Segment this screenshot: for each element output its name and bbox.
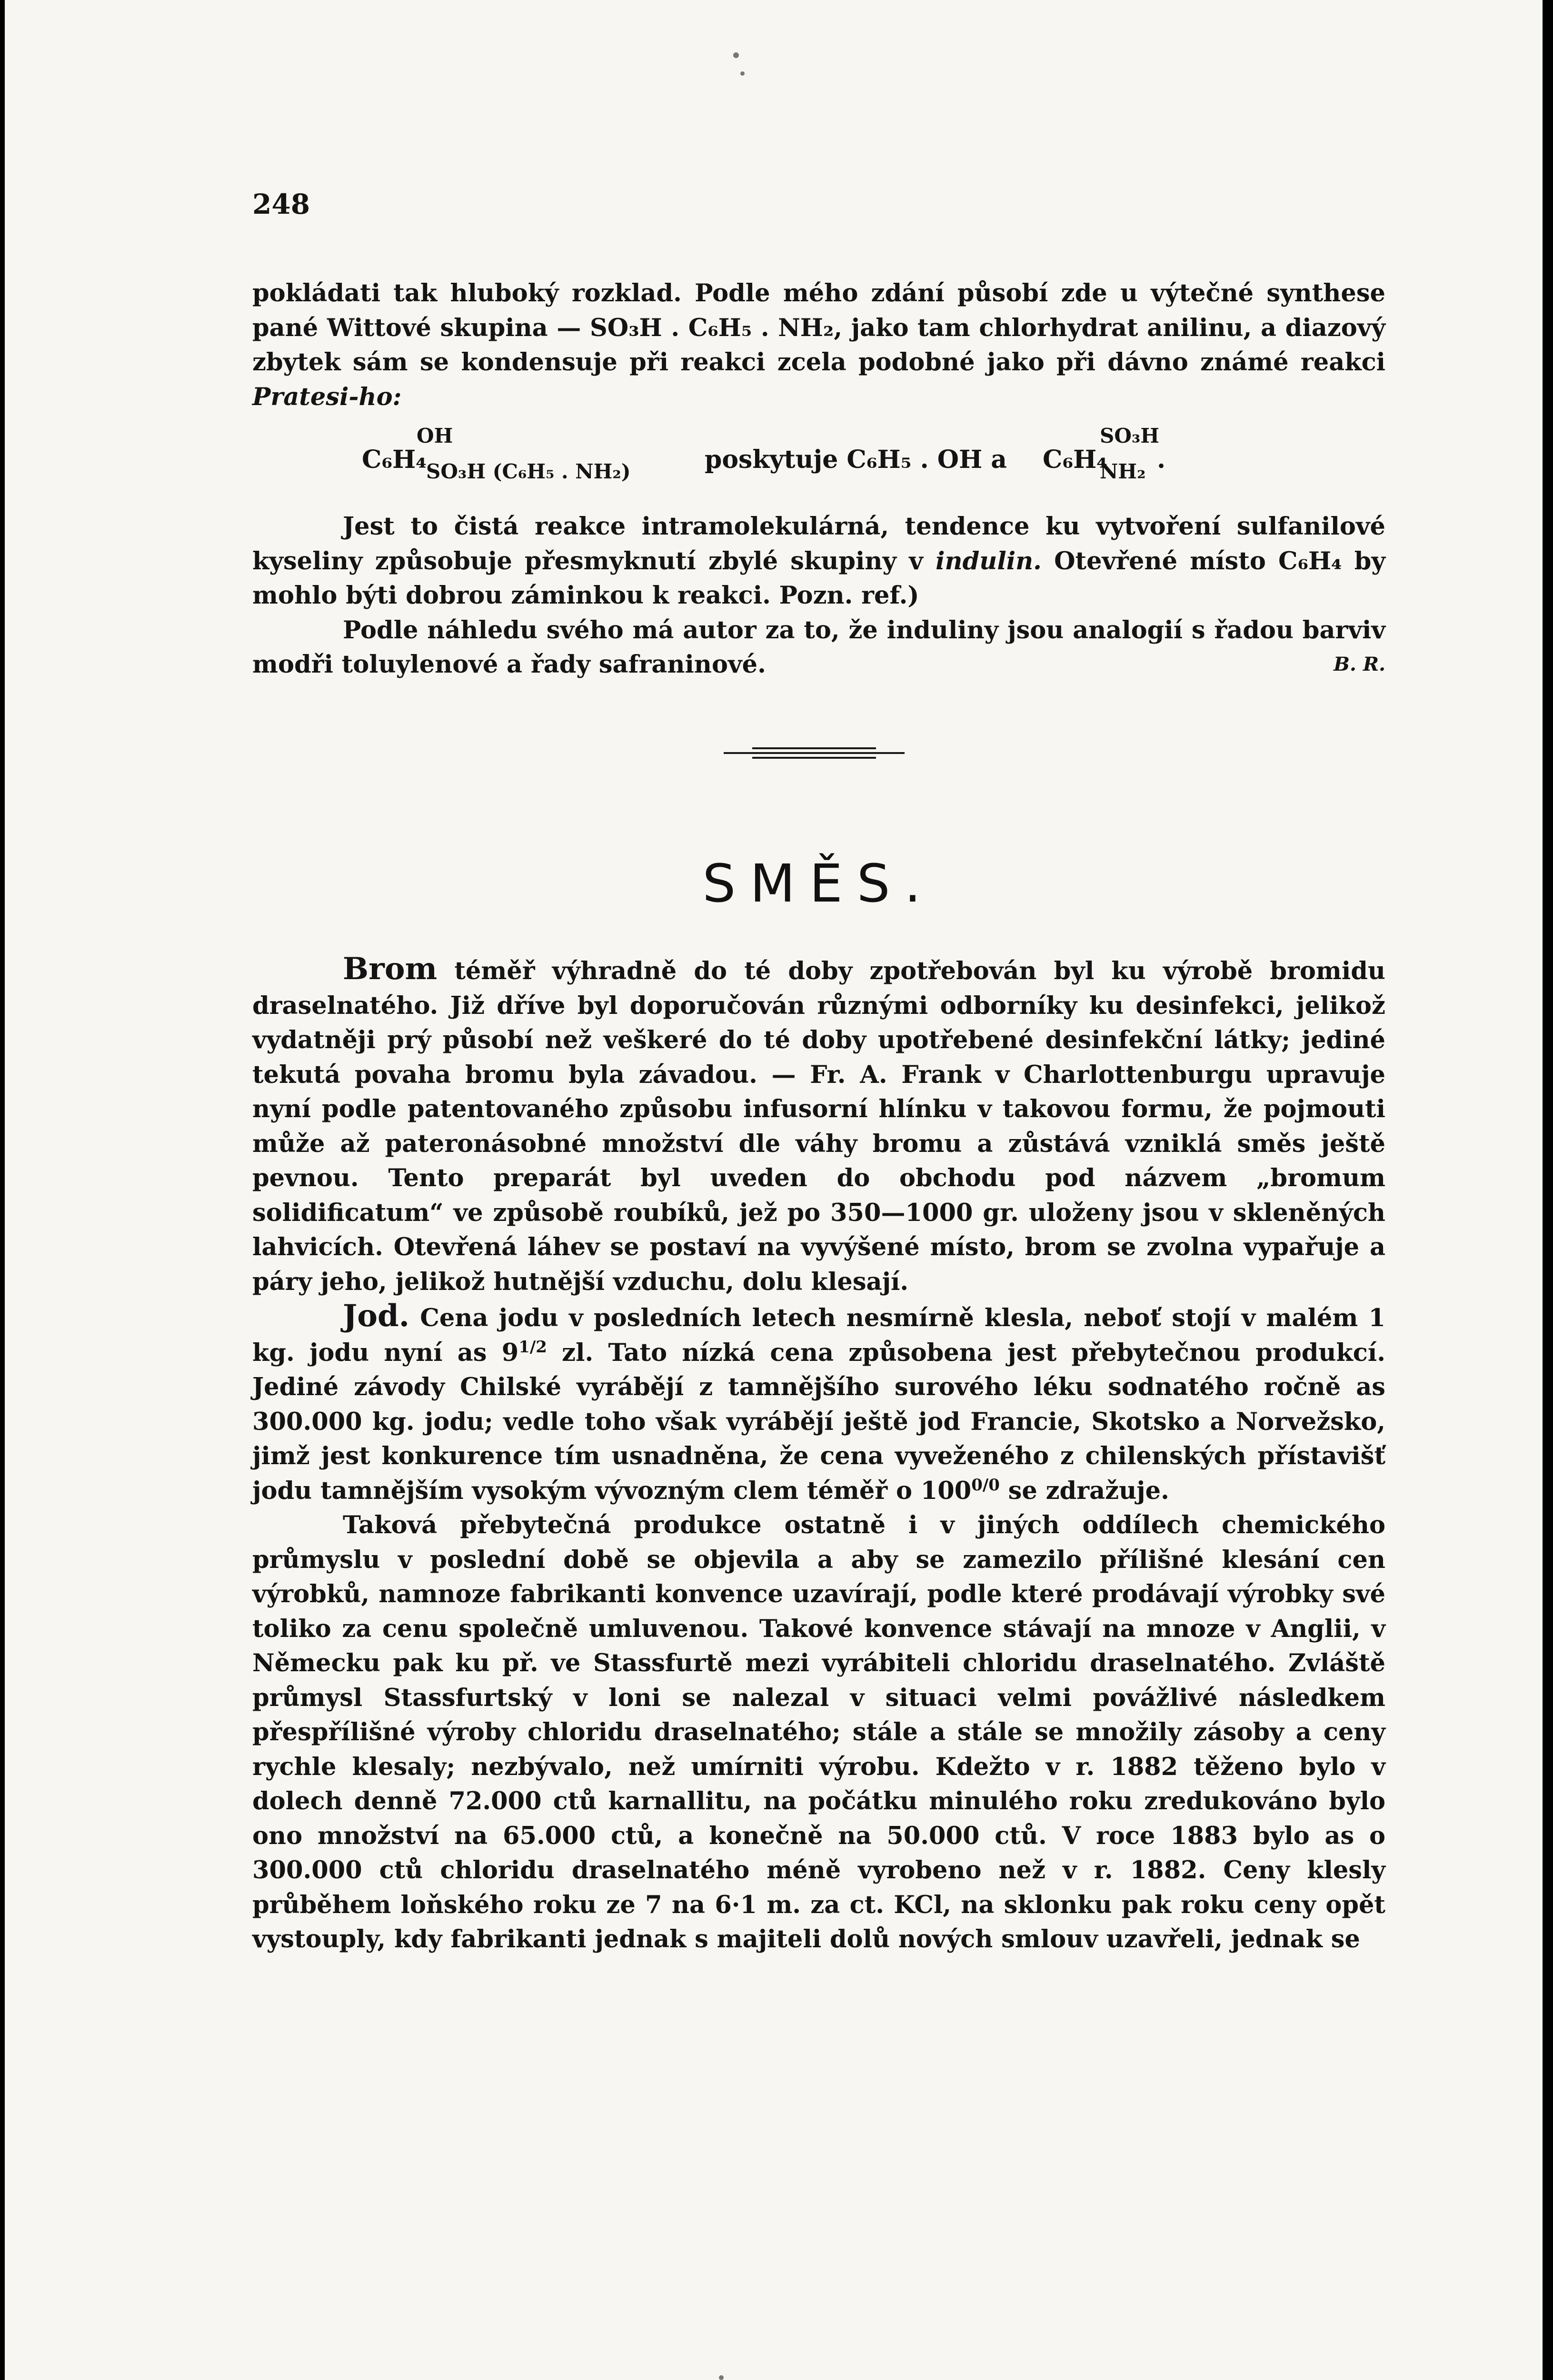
page-number: 248 — [252, 188, 310, 220]
formula-right-top: SO₃H — [1100, 424, 1159, 447]
jod-text-2: zl. Tato nízká cena způsobena jest přebytečnou produkcí. Jediné závody Chilské vyrábějí z tamnějšího surového léku sodnatého ročně as 300.000 kg. jodu; vedle toho však vyrábějí ještě jod Francie, Skotsko a Norvežsko, jimž jest konkurence tím usnadněna, že cena vyveženého z chilenských přístavišť jodu tamnějším vysokým vývozným clem téměř o 100 — [252, 1338, 1385, 1505]
jod-text-1: Cena jodu v posledních letech nesmírně klesla, neboť stojí v malém 1 kg. jodu nyní as 9 — [252, 1304, 1385, 1367]
section-body — [252, 952, 1385, 1957]
formula-left-top: OH — [417, 424, 453, 447]
brom-lead: Brom — [343, 951, 438, 987]
formula-left-bottom: SO₃H (C₆H₅ . NH₂) — [426, 460, 631, 483]
jod-lead: Jod. — [343, 1298, 409, 1334]
intro-text: pokládati tak hluboký rozklad. Podle mého zdání působí zde u výtečné synthese pané Wittové skupina — SO₃H . C₆H₅ . NH₂, jako tam chlorhydrat anilinu, a diazový zbytek sám se kondensuje při reakci zcela podobné jako při dávno známé reakci — [252, 279, 1385, 377]
overproduction-paragraph: Taková přebytečná produkce ostatně i v jiných oddílech chemického průmyslu v poslední době se objevila a aby se zamezilo přílišné klesání cen výrobků, namnoze fabrikanti konvence uzavírají, podle které prodávají výrobky své toliko za cenu společně umluvenou. Takové konvence stávají na mnoze v Anglii, v Německu pak ku př. ve Stassfurtě mezi vyrábiteli chloridu draselnatého. Zvláště průmysl Stassfurtský v loni se nalezal v situaci velmi povážlivé následkem přespřílišné výroby chloridu draselnatého; stále a stále se množily zásoby a ceny rychle klesaly; nezbývalo, než umírniti výrobu. Kdežto v r. 1882 těženo bylo v dolech denně 72.000 ctů karnallitu, na počátku minulého roku zredukováno bylo ono množství na 65.000 ctů, a konečně na 50.000 ctů. V roce 1883 bylo as o 300.000 ctů chloridu draselnatého méně vyrobeno než v r. 1882. Ceny klesly průběhem loňského roku ze 7 na 6·1 m. za ct. KCl, na sklonku pak roku ceny opět vystouply, kdy fabrikanti jednak s majiteli dolů nových smlouv uzavřeli, jednak se — [252, 1511, 1385, 1954]
separator-rule — [752, 747, 876, 749]
document-page — [5, 0, 1543, 2380]
ink-speck — [719, 2375, 724, 2380]
intro-paragraph — [252, 276, 1385, 414]
formula-right-bottom: NH₂ — [1100, 460, 1146, 483]
note-text-1: Jest to čistá reakce intramolekulárná, tendence ku vytvoření sulfanilové kyseliny způsobuje přesmyknutí zbylé skupiny v — [252, 512, 1385, 575]
separator-rule — [752, 757, 876, 759]
note-text-3: Podle náhledu svého má autor za to, že induliny jsou analogií s řadou barviv modři toluylenové a řady safraninové. — [252, 615, 1385, 679]
formula-end: . — [1157, 445, 1166, 474]
brom-text: téměř výhradně do té doby zpotřebován byl ku výrobě bromidu draselnatého. Již dříve byl doporučován různými odborníky ku desinfekci, jelikož vydatněji prý působí než veškeré do té doby upotřebené desinfekční látky; jediné tekutá povaha bromu byla závadou. — Fr. A. Frank v Charlottenburgu upravuje nyní podle patentovaného způsobu infusorní hlínku v takovou formu, že pojmouti může až pateronásobné množství dle váhy bromu a zůstává vzniklá směs ještě pevnou. Tento preparát byl uveden do obchodu pod názvem „bromum solidificatum“ ve způsobě roubíků, jež po 350—1000 gr. uloženy jsou v skleněných lahvicích. Otevřená láhev se postaví na vyvýšené místo, brom se zvolna vypařuje a páry jeho, jelikož hutnější vzduchu, dolu klesají. — [252, 957, 1385, 1296]
reaction-formula — [252, 424, 1385, 483]
note-paragraph-1 — [252, 509, 1385, 613]
note-italic: indulin. — [936, 546, 1042, 575]
formula-left-base: C₆H₄ — [362, 445, 427, 474]
separator-rule — [724, 752, 905, 754]
ink-speck — [740, 71, 745, 76]
ink-speck — [733, 52, 739, 58]
translator-note — [252, 509, 1385, 682]
note-text-2: Otevřené místo C₆H₄ by mohlo býti dobrou záminkou k reakci. Pozn. ref.) — [252, 546, 1385, 610]
signature: B. R. — [1334, 653, 1385, 675]
section-title: SMĚS. — [702, 853, 936, 914]
formula-middle: poskytuje C₆H₅ . OH a — [705, 445, 1007, 474]
jod-paragraph — [252, 1299, 1385, 1508]
jod-fraction: 1/2 — [518, 1337, 547, 1357]
formula-right-base: C₆H₄ — [1043, 445, 1108, 474]
jod-text-3: se zdražuje. — [999, 1476, 1169, 1505]
note-paragraph-2 — [252, 613, 1385, 682]
intro-italic: Pratesi-ho: — [252, 382, 402, 411]
jod-percent: 0/0 — [971, 1475, 1000, 1495]
brom-paragraph — [252, 952, 1385, 1299]
